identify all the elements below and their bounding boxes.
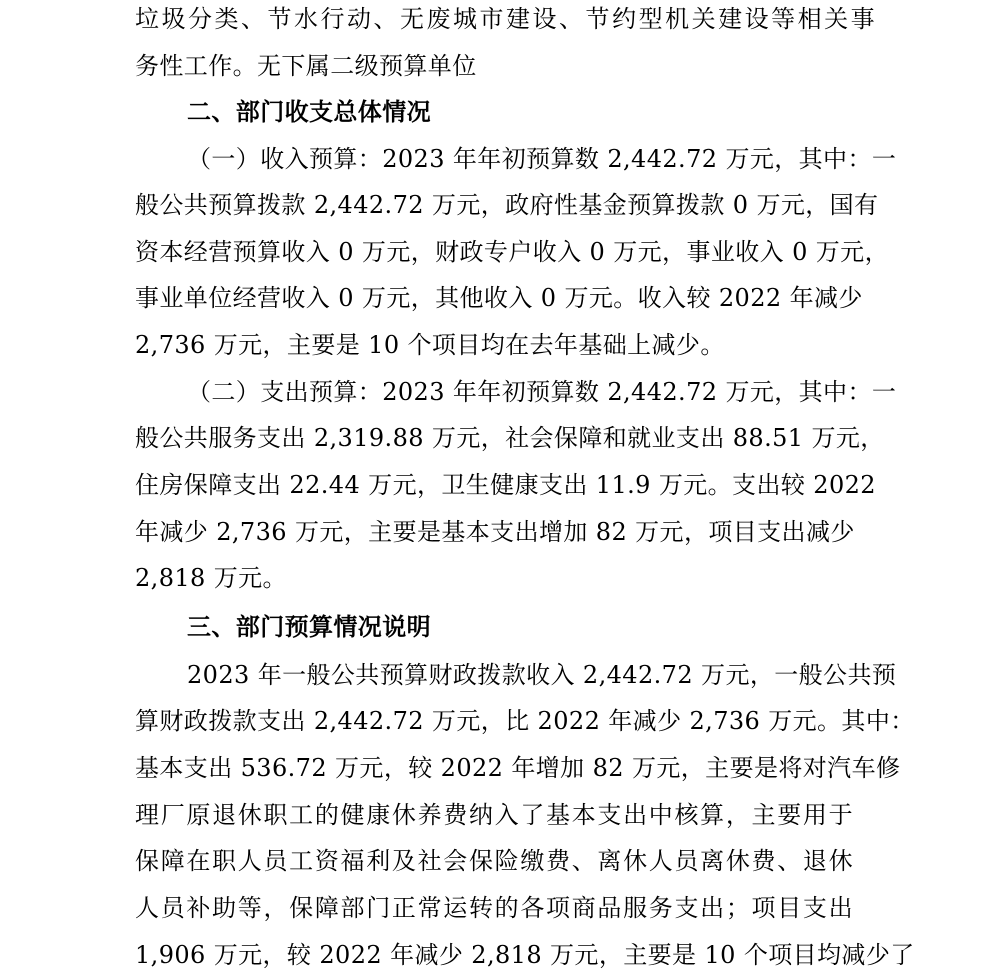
body-text-line: 垃圾分类、节水行动、无废城市建设、节约型机关建设等相关事 — [135, 5, 875, 33]
body-text-line: 般公共服务支出 2,319.88 万元，社会保障和就业支出 88.51 万元， — [135, 424, 885, 452]
body-text-line: （一）收入预算：2023 年年初预算数 2,442.72 万元，其中：一 — [187, 145, 897, 173]
body-text-line: 2023 年一般公共预算财政拨款收入 2,442.72 万元，一般公共预 — [187, 661, 897, 689]
body-text-line: 人员补助等，保障部门正常运转的各项商品服务支出；项目支出 — [135, 894, 853, 922]
body-text-line: 资本经营预算收入 0 万元，财政专户收入 0 万元，事业收入 0 万元， — [135, 238, 889, 266]
body-text-line: （二）支出预算：2023 年年初预算数 2,442.72 万元，其中：一 — [187, 378, 897, 406]
body-text-line: 务性工作。无下属二级预算单位 — [135, 52, 477, 80]
body-text-line: 算财政拨款支出 2,442.72 万元，比 2022 年减少 2,736 万元。其中： — [135, 707, 915, 735]
body-text-line: 住房保障支出 22.44 万元，卫生健康支出 11.9 万元。支出较 2022 — [135, 471, 876, 499]
section-heading: 二、部门收支总体情况 — [187, 97, 431, 126]
body-text-line: 基本支出 536.72 万元，较 2022 年增加 82 万元，主要是将对汽车修 — [135, 754, 901, 782]
body-text-line: 保障在职人员工资福利及社会保险缴费、离休人员离休费、退休 — [135, 847, 853, 875]
body-text-line: 般公共预算拨款 2,442.72 万元，政府性基金预算拨款 0 万元，国有 — [135, 191, 879, 219]
body-text-line: 2,736 万元，主要是 10 个项目均在去年基础上减少。 — [135, 331, 725, 359]
body-text-line: 年减少 2,736 万元，主要是基本支出增加 82 万元，项目支出减少 — [135, 518, 855, 546]
body-text-line: 事业单位经营收入 0 万元，其他收入 0 万元。收入较 2022 年减少 — [135, 284, 863, 312]
body-text-line: 理厂原退休职工的健康休养费纳入了基本支出中核算，主要用于 — [135, 801, 853, 829]
section-heading: 三、部门预算情况说明 — [187, 612, 431, 641]
body-text-line: 2,818 万元。 — [135, 564, 287, 592]
body-text-line: 1,906 万元，较 2022 年减少 2,818 万元，主要是 10 个项目均减少了 — [135, 941, 915, 969]
